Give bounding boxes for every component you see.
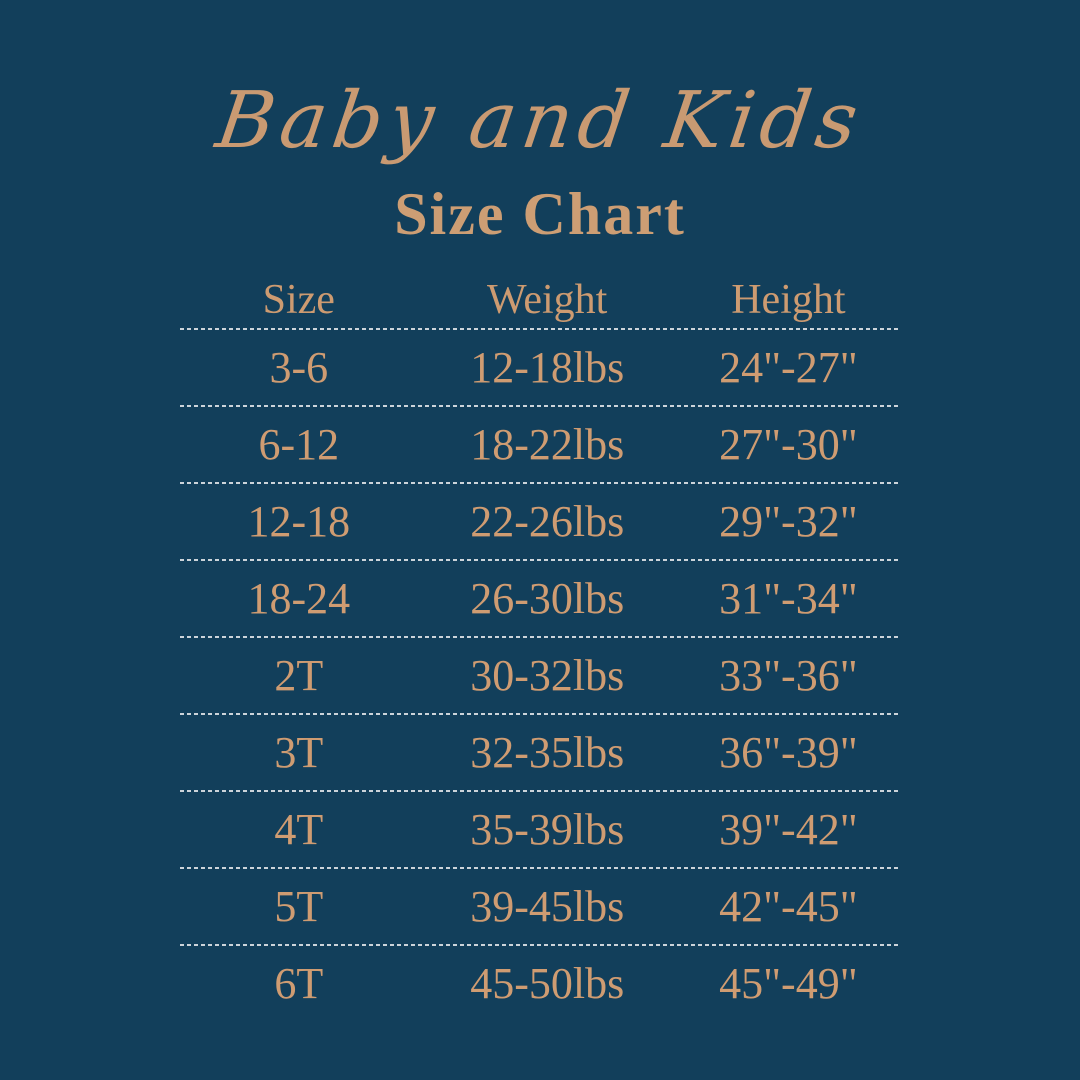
- script-title: Baby and Kids: [211, 76, 869, 166]
- table-row: [180, 792, 900, 867]
- cell-size: 3-6: [269, 342, 329, 392]
- cell-height: 42"-45": [719, 881, 858, 931]
- cell-size: 6T: [274, 958, 324, 1008]
- cell-height: 33"-36": [719, 650, 858, 700]
- table-header-row: [180, 272, 900, 328]
- table-row: [180, 330, 900, 405]
- cell-height: 29"-32": [719, 496, 858, 546]
- table-row: [180, 946, 900, 1021]
- column-header-weight: Weight: [487, 277, 608, 323]
- table-row: [180, 638, 900, 713]
- table-row: [180, 869, 900, 944]
- title-block: [0, 0, 1080, 246]
- table-row: [180, 407, 900, 482]
- cell-height: 24"-27": [719, 342, 858, 392]
- cell-size: 3T: [274, 727, 324, 777]
- cell-weight: 39-45lbs: [470, 881, 625, 931]
- table-row: [180, 484, 900, 559]
- cell-height: 31"-34": [719, 573, 858, 623]
- cell-weight: 22-26lbs: [470, 496, 625, 546]
- cell-weight: 18-22lbs: [470, 419, 625, 469]
- table-row: [180, 561, 900, 636]
- cell-height: 36"-39": [719, 727, 858, 777]
- cell-size: 6-12: [258, 419, 340, 469]
- cell-weight: 30-32lbs: [470, 650, 625, 700]
- cell-height: 45"-49": [719, 958, 858, 1008]
- column-header-size: Size: [262, 277, 335, 323]
- cell-weight: 32-35lbs: [470, 727, 625, 777]
- cell-height: 39"-42": [719, 804, 858, 854]
- column-header-height: Height: [731, 277, 846, 323]
- cell-weight: 35-39lbs: [470, 804, 625, 854]
- cell-height: 27"-30": [719, 419, 858, 469]
- cell-weight: 26-30lbs: [470, 573, 625, 623]
- cell-weight: 12-18lbs: [470, 342, 625, 392]
- size-table: [180, 272, 900, 1021]
- cell-size: 4T: [274, 804, 324, 854]
- cell-size: 18-24: [247, 573, 351, 623]
- cell-size: 2T: [274, 650, 324, 700]
- table-row: [180, 715, 900, 790]
- cell-weight: 45-50lbs: [470, 958, 625, 1008]
- page-title: Size Chart: [394, 181, 686, 247]
- cell-size: 12-18: [247, 496, 351, 546]
- cell-size: 5T: [274, 881, 324, 931]
